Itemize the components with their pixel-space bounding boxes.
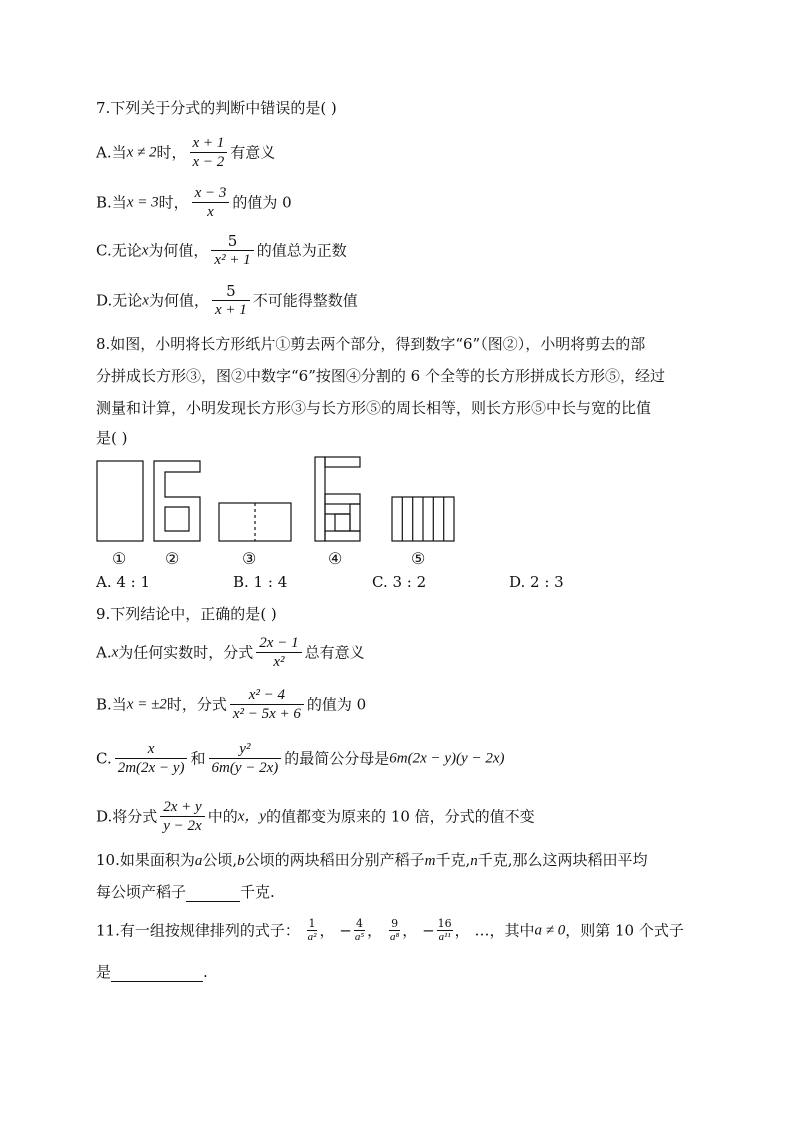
figure-label-1: ① (112, 549, 127, 568)
q7-a-fraction: $\frac{x + 1}{x - 2}$ (190, 134, 228, 171)
figure-label-3: ③ (242, 549, 257, 568)
q10-line2: 每公顷产稻子 千克. (96, 883, 275, 901)
q8-line3: 测量和计算，小明发现长方形③与长方形⑤的周长相等，则长方形⑤中长与宽的比值 (96, 399, 652, 417)
q11-term-4: $\frac{16}{\text{a¹¹}}$ (437, 917, 452, 943)
q7-c-fraction: $\frac{5}{\text{x² + 1}}$ (211, 232, 253, 269)
q11-term-2: $\frac{4}{\text{a⁵}}$ (354, 917, 365, 943)
q8-option-b: B. 1 : 4 (233, 573, 288, 591)
q9-stem: 9.下列结论中，正确的是( ) (96, 605, 277, 623)
figure-label-2: ② (165, 549, 180, 568)
q9-d-fraction: $\frac{2x + y}{y - 2x}$ (160, 798, 204, 835)
q7-option-a: A.当x ≠ 2时， $\frac{x + 1}{x - 2}$ 有意义 (96, 135, 276, 170)
q7-b-fraction: $\frac{x - 3}{x}$ (192, 184, 230, 221)
figure-2-six (154, 461, 200, 541)
answer-blank[interactable] (111, 965, 203, 982)
q7-option-b: B.当x = 3时， $\frac{x - 3}{x}$ 的值为 0 (96, 185, 292, 220)
q9-c-fraction-2: $\frac{\text{y²}}{6m(y - 2x)}$ (209, 740, 282, 777)
q8-line1: 8.如图，小明将长方形纸片①剪去两个部分，得到数字“6”（图②），小明将剪去的部 (96, 335, 646, 353)
figure-label-5: ⑤ (411, 549, 426, 568)
q7-option-c: C.无论x为何值， $\frac{5}{\text{x² + 1}}$ 的值总为正数 (96, 232, 347, 268)
q9-a-fraction: $\frac{2x - 1}{\text{x²}}$ (256, 634, 301, 671)
q11-line2: 是 . (96, 963, 208, 981)
q8-option-c: C. 3 : 2 (372, 573, 427, 591)
q8-option-d: D. 2 : 3 (509, 573, 564, 591)
q8-option-a: A. 4 : 1 (96, 573, 151, 591)
figure-5-strips (392, 497, 454, 541)
q11-term-1: $\frac{1}{\text{a²}}$ (307, 917, 317, 943)
q11-term-3: $\frac{9}{\text{a⁸}}$ (389, 917, 400, 943)
figure-4-segmented-six (315, 457, 360, 541)
q9-option-b: B.当x = ±2时，分式 $\frac{\text{x² − 4}}{\text{x² − 5x + 6}}$ 的值为 0 (96, 687, 367, 722)
q9-option-c: C. $\frac{x}{2m(2x - y)}$ 和 $\frac{\text{y²}}{6m(y - 2x)}$ 的最简公分母是6m(2x − y)(y − 2x) (96, 741, 505, 776)
q9-b-fraction: $\frac{\text{x² − 4}}{\text{x² − 5x + 6}}$ (230, 686, 304, 723)
answer-blank[interactable] (186, 885, 240, 902)
figure-label-4: ④ (328, 549, 343, 568)
q7-stem: 7.下列关于分式的判断中错误的是( ) (96, 99, 337, 117)
q9-c-fraction-1: $\frac{x}{2m(2x - y)}$ (115, 740, 188, 777)
q10-line1: 10.如果面积为a公顷,b公顷的两块稻田分别产稻子m千克,n千克,那么这两块稻田平均 (96, 851, 648, 869)
q8-line2: 分拼成长方形③，图②中数字“6”按图④分割的 6 个全等的长方形拼成长方形⑤，经过 (96, 367, 665, 385)
q9-option-a: A.x为任何实数时，分式 $\frac{2x - 1}{\text{x²}}$ 总有意义 (96, 635, 365, 670)
q8-line4: 是( ) (96, 429, 128, 447)
q7-d-fraction: $\frac{5}{x + 1}$ (212, 282, 250, 319)
figure-1-rectangle (97, 461, 143, 541)
q7-option-d: D.无论x为何值， $\frac{5}{x + 1}$ 不可能得整数值 (96, 282, 358, 318)
q9-option-d: D.将分式 $\frac{2x + y}{y - 2x}$ 中的x，y的值都变为原来的 10 倍，分式的值不变 (96, 799, 535, 834)
q11-line1: 11.有一组按规律排列的式子： $\frac{1}{\text{a²}}$ ， − $\frac{4}{\text{a⁵}}$ ， $\frac{9}{\text{a⁸}}$ ， − $\frac{16}{\text{a¹¹}}$ ， …，其中a ≠ 0，则第 10 个式子 (96, 917, 684, 943)
